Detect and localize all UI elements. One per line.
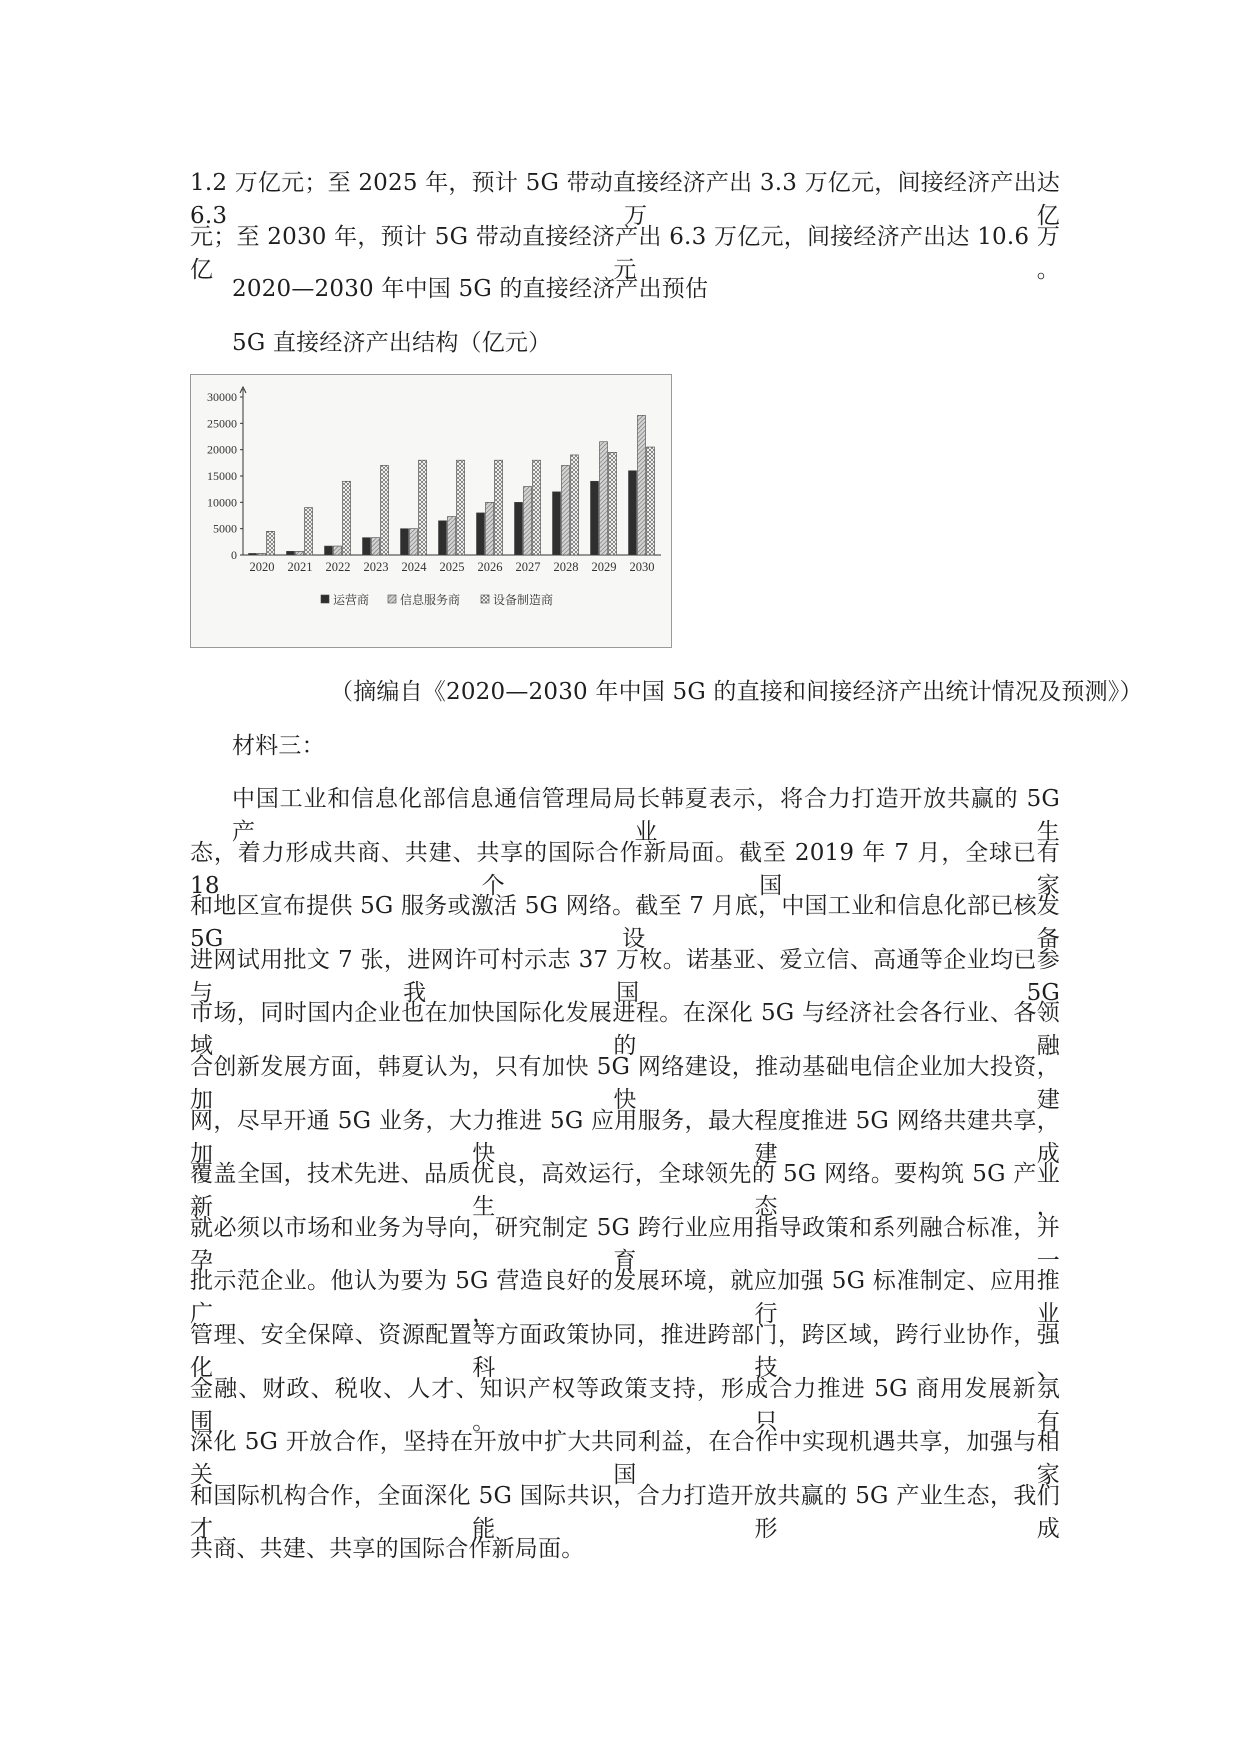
material-title: 材料三： [232,733,325,759]
x-tick-label: 2025 [439,560,465,574]
bar-设备制造商-2029 [609,452,617,555]
body-line: 合创新发展方面，韩夏认为，只有加快 5G 网络建设，推动基础电信企业加大投资，加快建 [190,1054,1060,1113]
chart-image [190,374,672,648]
y-tick-label: 15000 [207,469,237,483]
bar-chart [191,375,671,647]
bar-运营商-2030 [629,471,637,555]
body-line: 市场，同时国内企业也在加快国际化发展进程。在深化 5G 与经济社会各行业、各领域的融 [190,1000,1060,1060]
legend-label: 运营商 [333,593,370,607]
intro-line-1: 1.2 万亿元；至 2025 年，预计 5G 带动直接经济产出 3.3 万亿元，间接经济产出达 6.3 万亿 [190,170,1060,229]
bar-运营商-2020 [249,553,257,555]
body-line: 进网试用批文 7 张，进网许可村示志 37 万枚。诺基亚、爱立信、高通等企业均已参与我国 5G [190,946,1060,1006]
bar-设备制造商-2024 [419,460,427,555]
bar-运营商-2021 [287,551,295,555]
bar-信息服务商-2022 [334,546,342,555]
body-line: 和地区宣布提供 5G 服务或激活 5G 网络。截至 7 月底，中国工业和信息化部已核发 5G 设备 [190,893,1060,953]
bar-设备制造商-2020 [267,531,275,555]
body-line: 深化 5G 开放合作，坚持在开放中扩大共同利益，在合作中实现机遇共享，加强与相关国家 [190,1429,1060,1489]
legend-label: 信息服务商 [400,593,461,607]
x-tick-label: 2024 [401,560,427,574]
body-line: 批示范企业。他认为要为 5G 营造良好的发展环境，就应加强 5G 标准制定、应用推广，行业 [190,1268,1060,1328]
bar-信息服务商-2023 [372,538,380,555]
body-line: 中国工业和信息化部信息通信管理局局长韩夏表示，将合力打造开放共赢的 5G 产业生 [232,786,1060,845]
bar-信息服务商-2029 [600,442,608,555]
chart-subheading: 5G 直接经济产出结构（亿元） [232,330,552,356]
bar-设备制造商-2030 [647,447,655,555]
x-tick-label: 2028 [553,560,579,574]
bar-设备制造商-2026 [495,460,503,555]
x-tick-label: 2021 [287,560,313,574]
y-tick-label: 25000 [207,416,237,431]
bar-信息服务商-2020 [258,553,266,555]
legend-label: 设备制造商 [493,593,554,607]
bar-运营商-2029 [591,481,599,555]
bar-运营商-2028 [553,492,561,555]
body-line: 管理、安全保障、资源配置等方面政策协同，推进跨部门，跨区域，跨行业协作，强化科技、 [190,1322,1060,1381]
body-line: 和国际机构合作，全面深化 5G 国际共识，合力打造开放共赢的 5G 产业生态，我们才能形成 [190,1482,1060,1542]
bar-运营商-2027 [515,502,523,555]
body-line: 就必须以市场和业务为导向，研究制定 5G 跨行业应用指导政策和系列融合标准，并孕育一 [190,1214,1060,1274]
x-tick-label: 2029 [591,560,617,574]
body-line: 覆盖全国，技术先进、品质优良，高效运行，全球领先的 5G 网络。要构筑 5G 产业新生态， [190,1161,1060,1221]
bar-设备制造商-2023 [381,465,389,555]
legend-swatch [388,595,396,603]
bar-信息服务商-2026 [486,502,494,555]
y-tick-label: 0 [231,548,237,562]
x-tick-label: 2022 [325,560,351,574]
bar-运营商-2023 [363,538,371,555]
bar-运营商-2024 [401,529,409,555]
y-tick-label: 30000 [207,390,237,404]
y-tick-label: 10000 [207,495,237,510]
x-tick-label: 2030 [629,560,655,574]
bar-设备制造商-2021 [305,508,313,555]
bar-运营商-2025 [439,521,447,555]
bar-设备制造商-2028 [571,455,579,555]
bar-运营商-2022 [325,546,333,555]
body-line: 态，着力形成共商、共建、共享的国际合作新局面。截至 2019 年 7 月，全球已有 18 个国家 [190,839,1060,899]
source-note: （摘编自《2020—2030 年中国 5G 的直接和间接经济产出统计情况及预测》） [330,679,1143,705]
bar-信息服务商-2025 [448,517,456,555]
body-line: 网，尽早开通 5G 业务，大力推进 5G 应用服务，最大程度推进 5G 网络共建共享，加快建成 [190,1107,1060,1167]
legend-swatch [481,595,489,603]
y-tick-label: 5000 [213,521,237,536]
bar-信息服务商-2030 [638,415,646,555]
x-tick-label: 2020 [249,560,275,574]
y-tick-label: 20000 [207,442,237,457]
body-line: 金融、财政、税收、人才、知识产权等政策支持，形成合力推进 5G 商用发展新氛围。只有 [190,1375,1060,1435]
bar-信息服务商-2024 [410,529,418,555]
intro-line-2: 元；至 2030 年，预计 5G 带动直接经济产出 6.3 万亿元，间接经济产出达 10.6 万亿元。 [190,224,1060,283]
chart-heading: 2020—2030 年中国 5G 的直接经济产出预估 [232,276,709,302]
body-line: 共商、共建、共享的国际合作新局面。 [190,1536,585,1563]
bar-设备制造商-2022 [343,481,351,555]
bar-信息服务商-2028 [562,465,570,555]
bar-设备制造商-2025 [457,460,465,555]
x-tick-label: 2026 [477,560,503,574]
x-tick-label: 2027 [515,560,541,574]
bar-设备制造商-2027 [533,460,541,555]
legend-swatch [321,595,329,603]
bar-信息服务商-2027 [524,487,532,555]
bar-运营商-2026 [477,513,485,555]
x-tick-label: 2023 [363,560,389,574]
bar-信息服务商-2021 [296,551,304,555]
